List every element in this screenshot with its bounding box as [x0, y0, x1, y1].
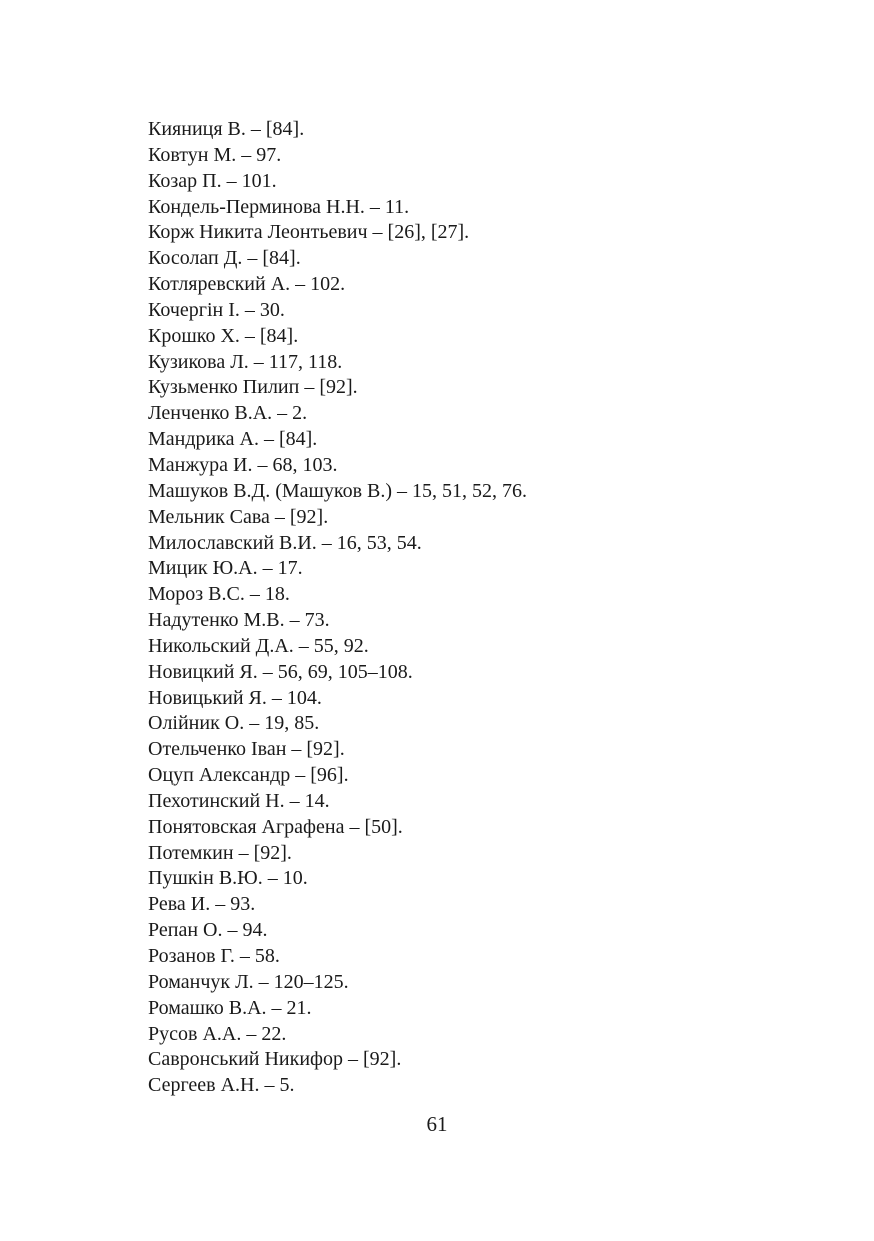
index-entry: Розанов Г. – 58.: [148, 945, 280, 967]
index-entry: Олійник О. – 19, 85.: [148, 712, 320, 735]
name-index-list: [148, 117, 527, 1099]
index-entry: Пехотинский Н. – 14.: [148, 789, 330, 812]
index-entry: Понятовская Аграфена – [50].: [148, 815, 403, 838]
index-entry: Корж Никита Леонтьевич – [26], [27].: [148, 221, 470, 244]
index-entry: Машуков В.Д. (Машуков В.) – 15, 51, 52, 76.: [148, 479, 528, 502]
index-entry: Сергеев А.Н. – 5.: [148, 1074, 295, 1097]
index-entry: Кочергін І. – 30.: [148, 298, 285, 321]
index-entry: Ковтун М. – 97.: [148, 143, 282, 166]
index-entry: Надутенко М.В. – 73.: [148, 609, 330, 632]
index-entry: Савронський Никифор – [92].: [148, 1048, 402, 1071]
index-entry: Новицкий Я. – 56, 69, 105–108.: [148, 660, 413, 683]
index-entry: Котляревский А. – 102.: [148, 273, 346, 296]
index-entry: Мицик Ю.А. – 17.: [148, 557, 303, 580]
index-entry: Пушкін В.Ю. – 10.: [148, 867, 308, 890]
index-entry: Отельченко Іван – [92].: [148, 738, 345, 761]
index-entry: Ромашко В.А. – 21.: [148, 996, 312, 1019]
index-entry: Козар П. – 101.: [148, 169, 277, 192]
index-entry: Мандрика А. – [84].: [148, 428, 318, 451]
index-entry: Никольский Д.А. – 55, 92.: [148, 634, 369, 657]
index-entry: Русов А.А. – 22.: [148, 1022, 287, 1045]
index-entry: Мороз В.С. – 18.: [148, 583, 290, 606]
index-entry: Потемкин – [92].: [148, 841, 292, 864]
index-entry: Крошко Х. – [84].: [148, 324, 299, 347]
index-entry: Кузикова Л. – 117, 118.: [148, 350, 343, 373]
index-entry: Репан О. – 94.: [148, 919, 268, 942]
index-entry: Кондель-Перминова Н.Н. – 11.: [148, 195, 410, 218]
index-entry: Мельник Сава – [92].: [148, 505, 329, 528]
index-entry: Новицький Я. – 104.: [148, 686, 322, 709]
index-entry: Оцуп Александр – [96].: [148, 764, 349, 787]
index-entry: Романчук Л. – 120–125.: [148, 970, 349, 993]
page-number: 61: [426, 1112, 448, 1136]
index-entry: Милославский В.И. – 16, 53, 54.: [148, 531, 422, 554]
index-entry: Рева И. – 93.: [148, 893, 256, 916]
index-entry: Кияниця В. – [84].: [148, 118, 305, 140]
index-entry: Манжура И. – 68, 103.: [148, 453, 338, 476]
index-entry: Косолап Д. – [84].: [148, 247, 301, 270]
index-entry: Кузьменко Пилип – [92].: [148, 376, 358, 399]
index-entry: Ленченко В.А. – 2.: [148, 402, 308, 425]
